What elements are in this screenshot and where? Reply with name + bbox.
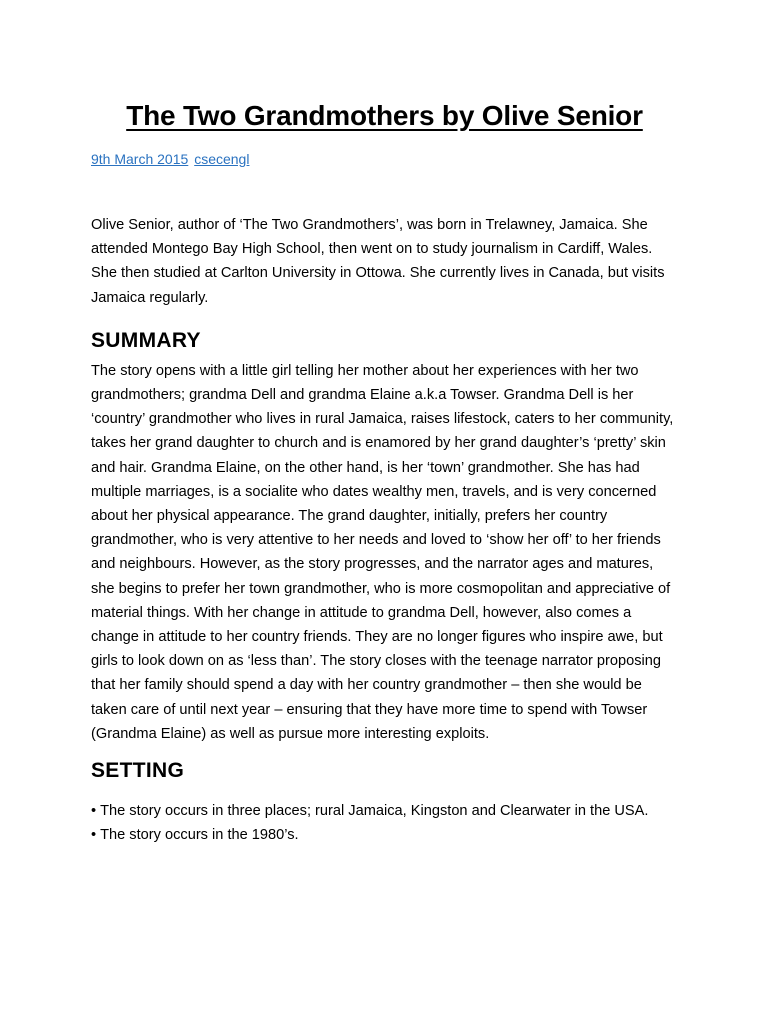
bullet-icon: • <box>91 827 97 844</box>
page-title: The Two Grandmothers by Olive Senior <box>126 100 643 131</box>
list-item-text: The story occurs in the 1980’s. <box>100 827 299 844</box>
setting-heading: SETTING <box>91 759 185 783</box>
intro-paragraph: Olive Senior, author of ‘The Two Grandmothers’, was born in Trelawney, Jamaica. She attended Montego Bay High School, then went on to study journalism in Cardiff, Wales. She then studied at Carlton University in Ottowa. She currently lives in Canada, but visits Jamaica regularly. <box>91 217 665 306</box>
list-item-text: The story occurs in three places; rural Jamaica, Kingston and Clearwater in the USA. <box>100 803 649 820</box>
setting-list <box>91 799 678 847</box>
list-item <box>91 799 678 823</box>
post-meta <box>91 149 678 169</box>
author-link[interactable]: csecengl <box>194 151 250 167</box>
summary-heading: SUMMARY <box>91 328 201 352</box>
date-link[interactable]: 9th March 2015 <box>91 151 189 167</box>
list-item <box>91 823 678 847</box>
bullet-icon: • <box>91 803 97 820</box>
summary-paragraph: The story opens with a little girl telling her mother about her experiences with her two grandmothers; grandma Dell and grandma Elaine a.k.a Towser. Grandma Dell is her ‘country’ grandmother who lives in rural Jamaica, raises lifestock, caters to her community, takes her grand daughter to church and is enamored by her grand daughter’s ‘pretty’ skin and hair. Grandma Elaine, on the other hand, is her ‘town’ grandmother. She has had multiple marriages, is a socialite who dates wealthy men, travels, and is very concerned about her physical appearance. The grand daughter, initially, prefers her country grandmother, who is very attentive to her needs and loved to ‘show her off’ to her friends and neighbours. However, as the story progresses, and the narrator ages and matures, she begins to prefer her town grandmother, who is more cosmopolitan and appreciative of material things. With her change in attitude to grandma Dell, however, also comes a change in attitude to her country friends. They are no longer figures who inspire awe, but girls to look down on as ‘less than’. The story closes with the teenage narrator proposing that her family should spend a day with her country grandmother – then she would be taken care of until next year – ensuring that they have more time to spend with Towser (Grandma Elaine) as well as pursue more interesting exploits. <box>91 362 674 742</box>
